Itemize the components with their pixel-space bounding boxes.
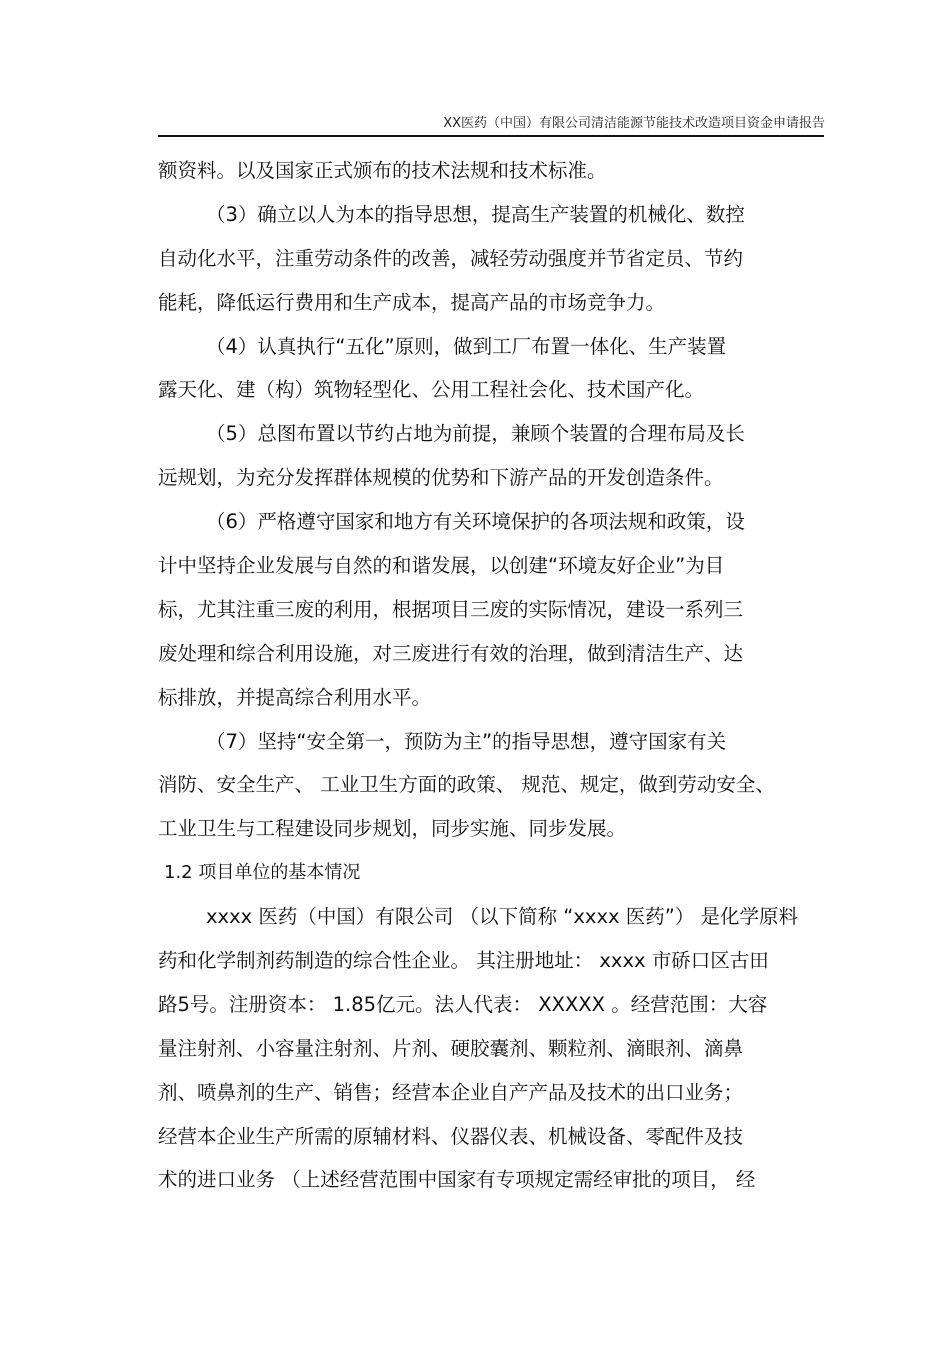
list-item-7: （7）坚持“安全第一，预防为主”的指导思想，遵守国家有关: [206, 729, 727, 753]
header-divider: [158, 135, 824, 137]
text-line: 工业卫生与工程建设同步规划，同步实施、同步发展。: [158, 817, 627, 841]
list-item-4: （4）认真执行“五化”原则，做到工厂布置一体化、生产装置: [206, 334, 727, 358]
text-line: 自动化水平，注重劳动条件的改善，减轻劳动强度并节省定员、节约: [158, 246, 744, 270]
list-item-3: （3）确立以人为本的指导思想，提高生产装置的机械化、数控: [206, 202, 745, 226]
paragraph-start: xxxx 医药（中国）有限公司 （以下简称 “xxxx 医药”） 是化学原料: [206, 905, 799, 929]
text-line: 剂、喷鼻剂的生产、销售；经营本企业自产产品及技术的出口业务；: [158, 1080, 744, 1104]
text-line: 消防、安全生产、 工业卫生方面的政策、 规范、规定，做到劳动安全、: [158, 773, 775, 797]
text-line: 药和化学制剂药制造的综合性企业。 其注册地址： xxxx 市硚口区古田: [158, 949, 769, 973]
text-line: 额资料。以及国家正式颁布的技术法规和技术标准。: [158, 159, 607, 182]
page-header-title: XX医药（中国）有限公司清洁能源节能技术改造项目资金申请报告: [443, 116, 825, 131]
text-line: 量注射剂、小容量注射剂、片剂、硬胶囊剂、颗粒剂、滴眼剂、滴鼻: [158, 1036, 744, 1060]
text-line: 计中坚持企业发展与自然的和谐发展，以创建“环境友好企业”为目: [158, 554, 725, 578]
text-line: 经营本企业生产所需的原辅材料、仪器仪表、机械设备、零配件及技: [158, 1124, 744, 1148]
list-item-6: （6）严格遵守国家和地方有关环境保护的各项法规和政策，设: [206, 510, 745, 534]
text-line: 路5号。注册资本： 1.85亿元。法人代表： XXXXX 。经营范围：大容: [158, 992, 768, 1016]
text-line: 露天化、建（构）筑物轻型化、公用工程社会化、技术国产化。: [158, 378, 705, 402]
text-line: 废处理和综合利用设施，对三废进行有效的治理，做到清洁生产、达: [158, 641, 744, 665]
text-line: 能耗，降低运行费用和生产成本，提高产品的市场竞争力。: [158, 290, 666, 314]
text-line: 远规划，为充分发挥群体规模的优势和下游产品的开发创造条件。: [158, 466, 724, 490]
document-body: [158, 149, 826, 1202]
section-heading: 1.2 项目单位的基本情况: [164, 862, 361, 884]
text-line: 标，尤其注重三废的利用，根据项目三废的实际情况，建设一系列三: [158, 597, 744, 621]
list-item-5: （5）总图布置以节约占地为前提，兼顾个装置的合理布局及长: [206, 422, 745, 446]
text-line: 术的进口业务 （上述经营范围中国家有专项规定需经审批的项目， 经: [158, 1168, 756, 1192]
text-line: 标排放，并提高综合利用水平。: [158, 685, 432, 709]
